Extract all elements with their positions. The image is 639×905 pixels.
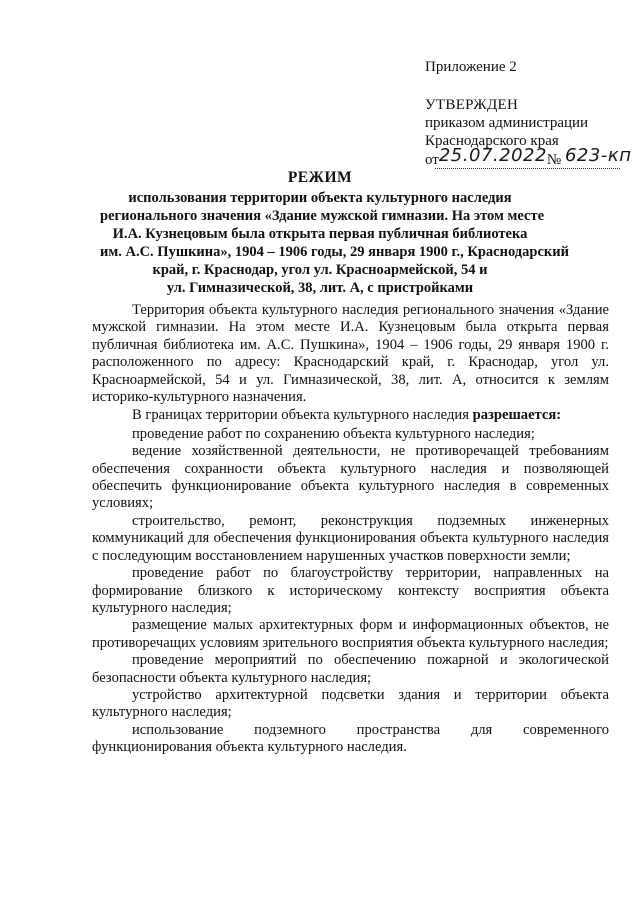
subtitle-line: ул. Гимназической, 38, лит. А, с пристройками xyxy=(166,280,474,296)
approval-line-2: Краснодарского края xyxy=(425,133,559,149)
approval-line-1: приказом администрации xyxy=(425,115,589,131)
subtitle-line: И.А. Кузнецовым была открыта первая публичная библиотека xyxy=(112,226,528,242)
subtitle-line: регионального значения «Здание мужской гимназии. На этом месте xyxy=(100,208,544,224)
subtitle-line: использования территории объекта культурного наследия xyxy=(128,190,512,206)
list-item: использование подземного пространства для современного функционирования объекта культурного наследия. xyxy=(92,721,609,756)
handwritten-date: 25.07.2022 xyxy=(438,145,547,166)
list-item: устройство архитектурной подсветки здания и территории объекта культурного наследия; xyxy=(92,686,609,721)
allowed-lead-text: В границах территории объекта культурного наследия xyxy=(132,407,469,424)
handwritten-number: 623-кп xyxy=(564,145,632,166)
intro-paragraph: Территория объекта культурного наследия регионального значения «Здание мужской гимназии. На этом месте И.А. Кузнецовым была открыта первая публичная библиотека им. А.С. Пушкина», 1904 – 1906 годы, 29 января 1900 г. расположенного по адресу: Краснодарский край, г. Краснодар, угол ул. Красноармейской, 54 и ул. Гимназической, 38, лит. А, относится к землям историко-культурного назначения. xyxy=(92,302,609,406)
document-subtitle xyxy=(100,189,569,297)
list-item: строительство, ремонт, реконструкция подземных инженерных коммуникаций для обеспечения функционирования объекта культурного наследия с последующим восстановлением нарушенных участков поверхности земли; xyxy=(92,512,609,564)
approval-date-line xyxy=(425,145,632,169)
list-item: проведение мероприятий по обеспечению пожарной и экологической безопасности объекта культурного наследия; xyxy=(92,652,609,686)
list-item: проведение работ по благоустройству территории, направленных на формирование близкого к историческому контексту восприятия объекта культурного наследия; xyxy=(92,565,609,616)
approved-label: УТВЕРЖДЕН xyxy=(425,97,519,113)
allowed-bold-text: разрешается: xyxy=(472,407,562,424)
document-body xyxy=(92,302,609,757)
document-title: РЕЖИМ xyxy=(287,169,353,186)
subtitle-line: край, г. Краснодар, угол ул. Красноармейской, 54 и xyxy=(152,262,488,278)
subtitle-line: им. А.С. Пушкина», 1904 – 1906 годы, 29 января 1900 г., Краснодарский xyxy=(100,244,569,260)
appendix-label: Приложение 2 xyxy=(425,59,517,75)
list-item: проведение работ по сохранению объекта культурного наследия; xyxy=(132,425,535,442)
number-prefix: № xyxy=(546,152,562,168)
approval-block xyxy=(425,58,632,169)
list-item: размещение малых архитектурных форм и информационных объектов, не противоречащих условиям зрительного восприятия объекта культурного наследия; xyxy=(92,617,609,651)
list-item: ведение хозяйственной деятельности, не противоречащей требованиям обеспечения сохранности объекта культурного наследия и позволяющей обеспечить функционирование объекта культурного наследия в современных условиях; xyxy=(92,443,609,512)
allowed-lead-paragraph xyxy=(92,407,609,424)
date-prefix: от xyxy=(425,152,439,168)
title-block xyxy=(100,168,569,297)
